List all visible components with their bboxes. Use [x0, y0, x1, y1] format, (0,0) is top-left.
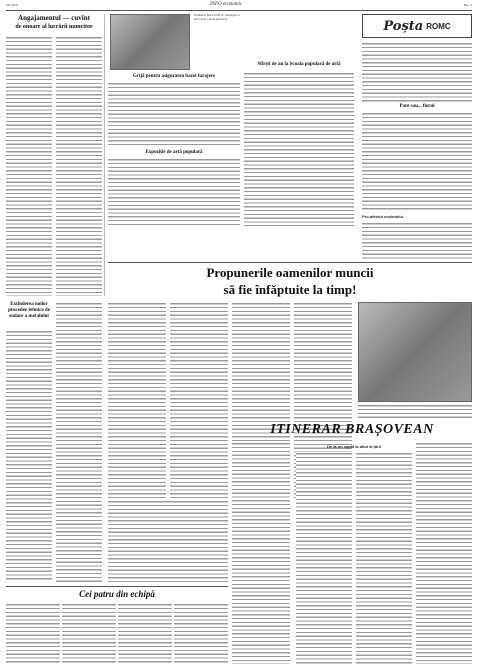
article4-body — [244, 72, 354, 226]
article1-title: de onoare al lucrării muncitor — [15, 24, 93, 30]
echipa-body-col1 — [6, 603, 60, 665]
article6-body — [362, 222, 472, 260]
header-rule — [6, 10, 472, 11]
article7-body-col2 — [56, 302, 102, 582]
itinerar-body-col1 — [232, 442, 290, 664]
main-headline-line1: Propunerile oamenilor muncii — [206, 265, 374, 280]
echipa-title: Cei patru din echipă — [79, 589, 155, 599]
logo-suffix: ROMC — [426, 21, 451, 31]
echipa-body-col4 — [174, 603, 228, 665]
headline-top-rule — [108, 262, 472, 263]
article1-kicker: Angajamentul — cuvînt — [18, 14, 90, 22]
posta-logo — [362, 14, 472, 38]
article5-body — [362, 112, 472, 212]
echipa-body-col2 — [62, 603, 116, 665]
article3-body — [108, 158, 240, 226]
headline-body-col1 — [108, 302, 166, 498]
itinerar-body-col2 — [296, 452, 352, 664]
header-page-number: Pag. 3 — [463, 4, 472, 7]
article7-body — [6, 330, 52, 582]
street-photo-caption — [358, 404, 472, 418]
echipa-body-col3 — [118, 603, 172, 665]
article2-body — [108, 82, 240, 148]
itinerar-body-col4 — [416, 442, 472, 664]
article1-body-col1 — [6, 36, 52, 296]
header-publication: INFO economic — [210, 2, 243, 7]
itinerar-subtitle: De la un capăt la altul al țării — [327, 444, 381, 449]
headline-tail — [108, 500, 228, 582]
column-divider — [104, 14, 105, 296]
article5-title: Pare sau... fierul — [399, 104, 435, 109]
header-date: 5/6 2024 — [6, 4, 18, 7]
echipa-top-rule — [6, 586, 228, 587]
headline-body-col2 — [170, 302, 228, 498]
article6-title: Pro-afectul cuvîntului — [362, 214, 403, 219]
article1-body-col2 — [56, 36, 102, 296]
article7-title: Extinderea noilor procedee tehnice de sudare a metalului — [8, 302, 50, 319]
logo-text: Poșta — [383, 18, 424, 34]
letters-body — [362, 42, 472, 102]
article3-title: Expoziție de artă populară — [145, 150, 203, 155]
article4-title: Sfîrșit de an la Școala populară de artă — [257, 62, 341, 67]
photo-caption: Produsele fabricii din Sf. Gheorghe se bucură de o bună apreciere. — [194, 14, 240, 21]
street-photo — [358, 302, 472, 402]
article2-title: Grijă pentru asigurarea bazei furajere — [132, 74, 216, 79]
itinerar-title: ITINERAR BRAȘOVEAN — [270, 422, 434, 437]
itinerar-body-col3 — [356, 452, 412, 664]
main-headline-line2: să fie înfăptuite la timp! — [223, 282, 357, 297]
factory-photo — [110, 14, 190, 70]
